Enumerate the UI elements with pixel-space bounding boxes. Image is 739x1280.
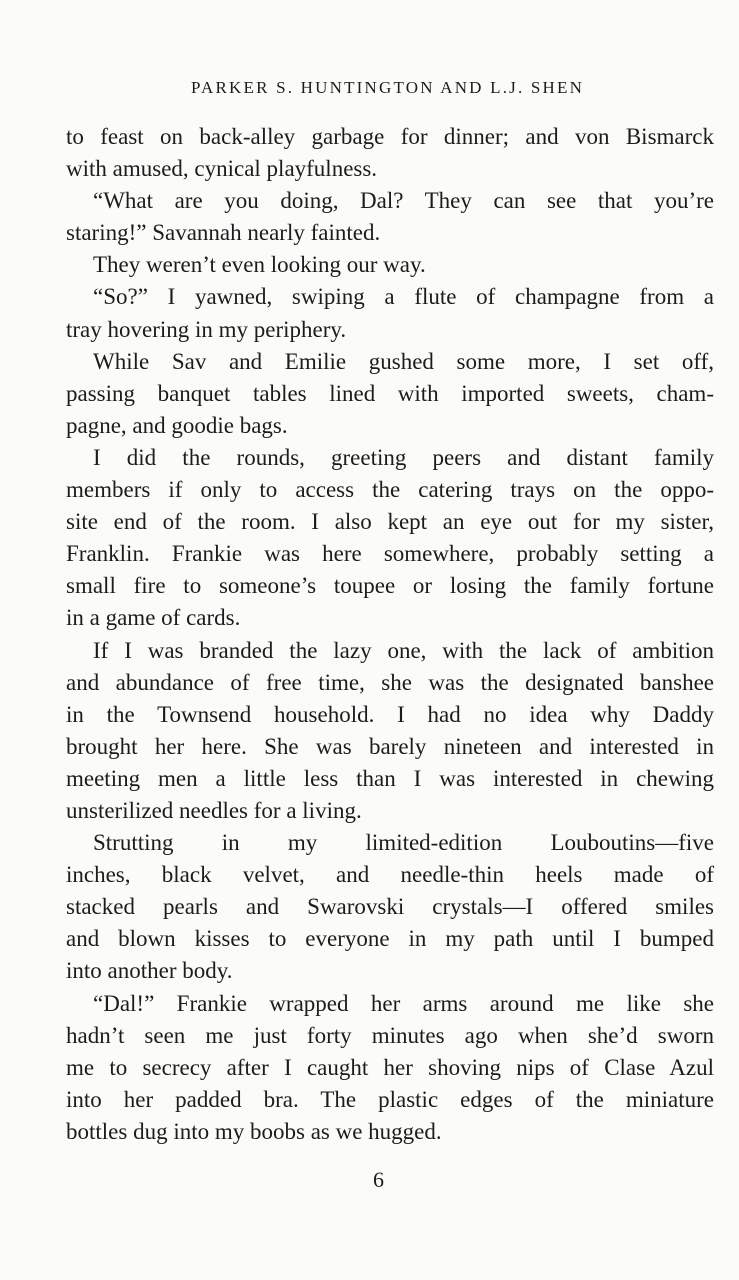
text-line: If I was branded the lazy one, with the lack of ambition: [93, 637, 714, 663]
text-line: They weren’t even looking our way.: [93, 252, 426, 278]
text-line: me to secrecy after I caught her shoving nips of Clase Azul: [66, 1054, 714, 1080]
text-line: staring!” Savannah nearly fainted.: [66, 220, 381, 246]
running-head: PARKER S. HUNTINGTON AND L.J. SHEN: [190, 78, 585, 97]
text-line: pagne, and goodie bags.: [66, 412, 288, 438]
text-line: tray hovering in my periphery.: [66, 316, 347, 342]
body-text: [66, 121, 714, 1148]
text-line: “What are you doing, Dal? They can see that you’re: [93, 188, 714, 214]
text-line: in a game of cards.: [66, 605, 241, 631]
paragraph: [66, 121, 714, 185]
paragraph: [66, 442, 714, 635]
paragraph: [66, 185, 714, 249]
text-line: inches, black velvet, and needle-thin heels made of: [66, 862, 714, 888]
text-line: “So?” I yawned, swiping a flute of champagne from a: [93, 284, 714, 310]
text-line: into her padded bra. The plastic edges of the miniature: [66, 1086, 714, 1112]
text-line: members if only to access the catering trays on the oppo-: [66, 477, 714, 503]
text-line: meeting men a little less than I was interested in chewing: [66, 765, 714, 791]
text-line: Franklin. Frankie was here somewhere, probably setting a: [66, 541, 714, 567]
paragraph: [66, 635, 714, 828]
paragraph: [66, 249, 714, 281]
text-line: While Sav and Emilie gushed some more, I set off,: [93, 348, 714, 374]
text-line: I did the rounds, greeting peers and distant family: [93, 444, 714, 470]
text-line: into another body.: [66, 958, 233, 984]
paragraph: [66, 281, 714, 345]
text-line: with amused, cynical playfulness.: [66, 156, 378, 182]
page-number: 6: [373, 1167, 384, 1192]
text-line: small fire to someone’s toupee or losing the family fortune: [66, 573, 714, 599]
paragraph: [66, 827, 714, 987]
text-line: and blown kisses to everyone in my path until I bumped: [66, 926, 714, 952]
text-line: and abundance of free time, she was the designated banshee: [66, 669, 714, 695]
text-line: brought her here. She was barely nineteen and interested in: [66, 733, 714, 759]
text-line: hadn’t seen me just forty minutes ago when she’d sworn: [66, 1022, 714, 1048]
text-line: “Dal!” Frankie wrapped her arms around me like she: [93, 990, 714, 1016]
text-line: stacked pearls and Swarovski crystals—I offered smiles: [66, 894, 714, 920]
paragraph: [66, 346, 714, 442]
text-line: passing banquet tables lined with imported sweets, cham-: [66, 380, 714, 406]
text-line: unsterilized needles for a living.: [66, 797, 362, 823]
paragraph: [66, 988, 714, 1148]
text-line: in the Townsend household. I had no idea why Daddy: [66, 701, 714, 727]
text-line: to feast on back-alley garbage for dinner; and von Bismarck: [66, 124, 714, 149]
text-line: Strutting in my limited-edition Louboutins—five: [93, 830, 714, 856]
text-line: site end of the room. I also kept an eye out for my sister,: [66, 509, 714, 535]
text-line: bottles dug into my boobs as we hugged.: [66, 1118, 442, 1144]
